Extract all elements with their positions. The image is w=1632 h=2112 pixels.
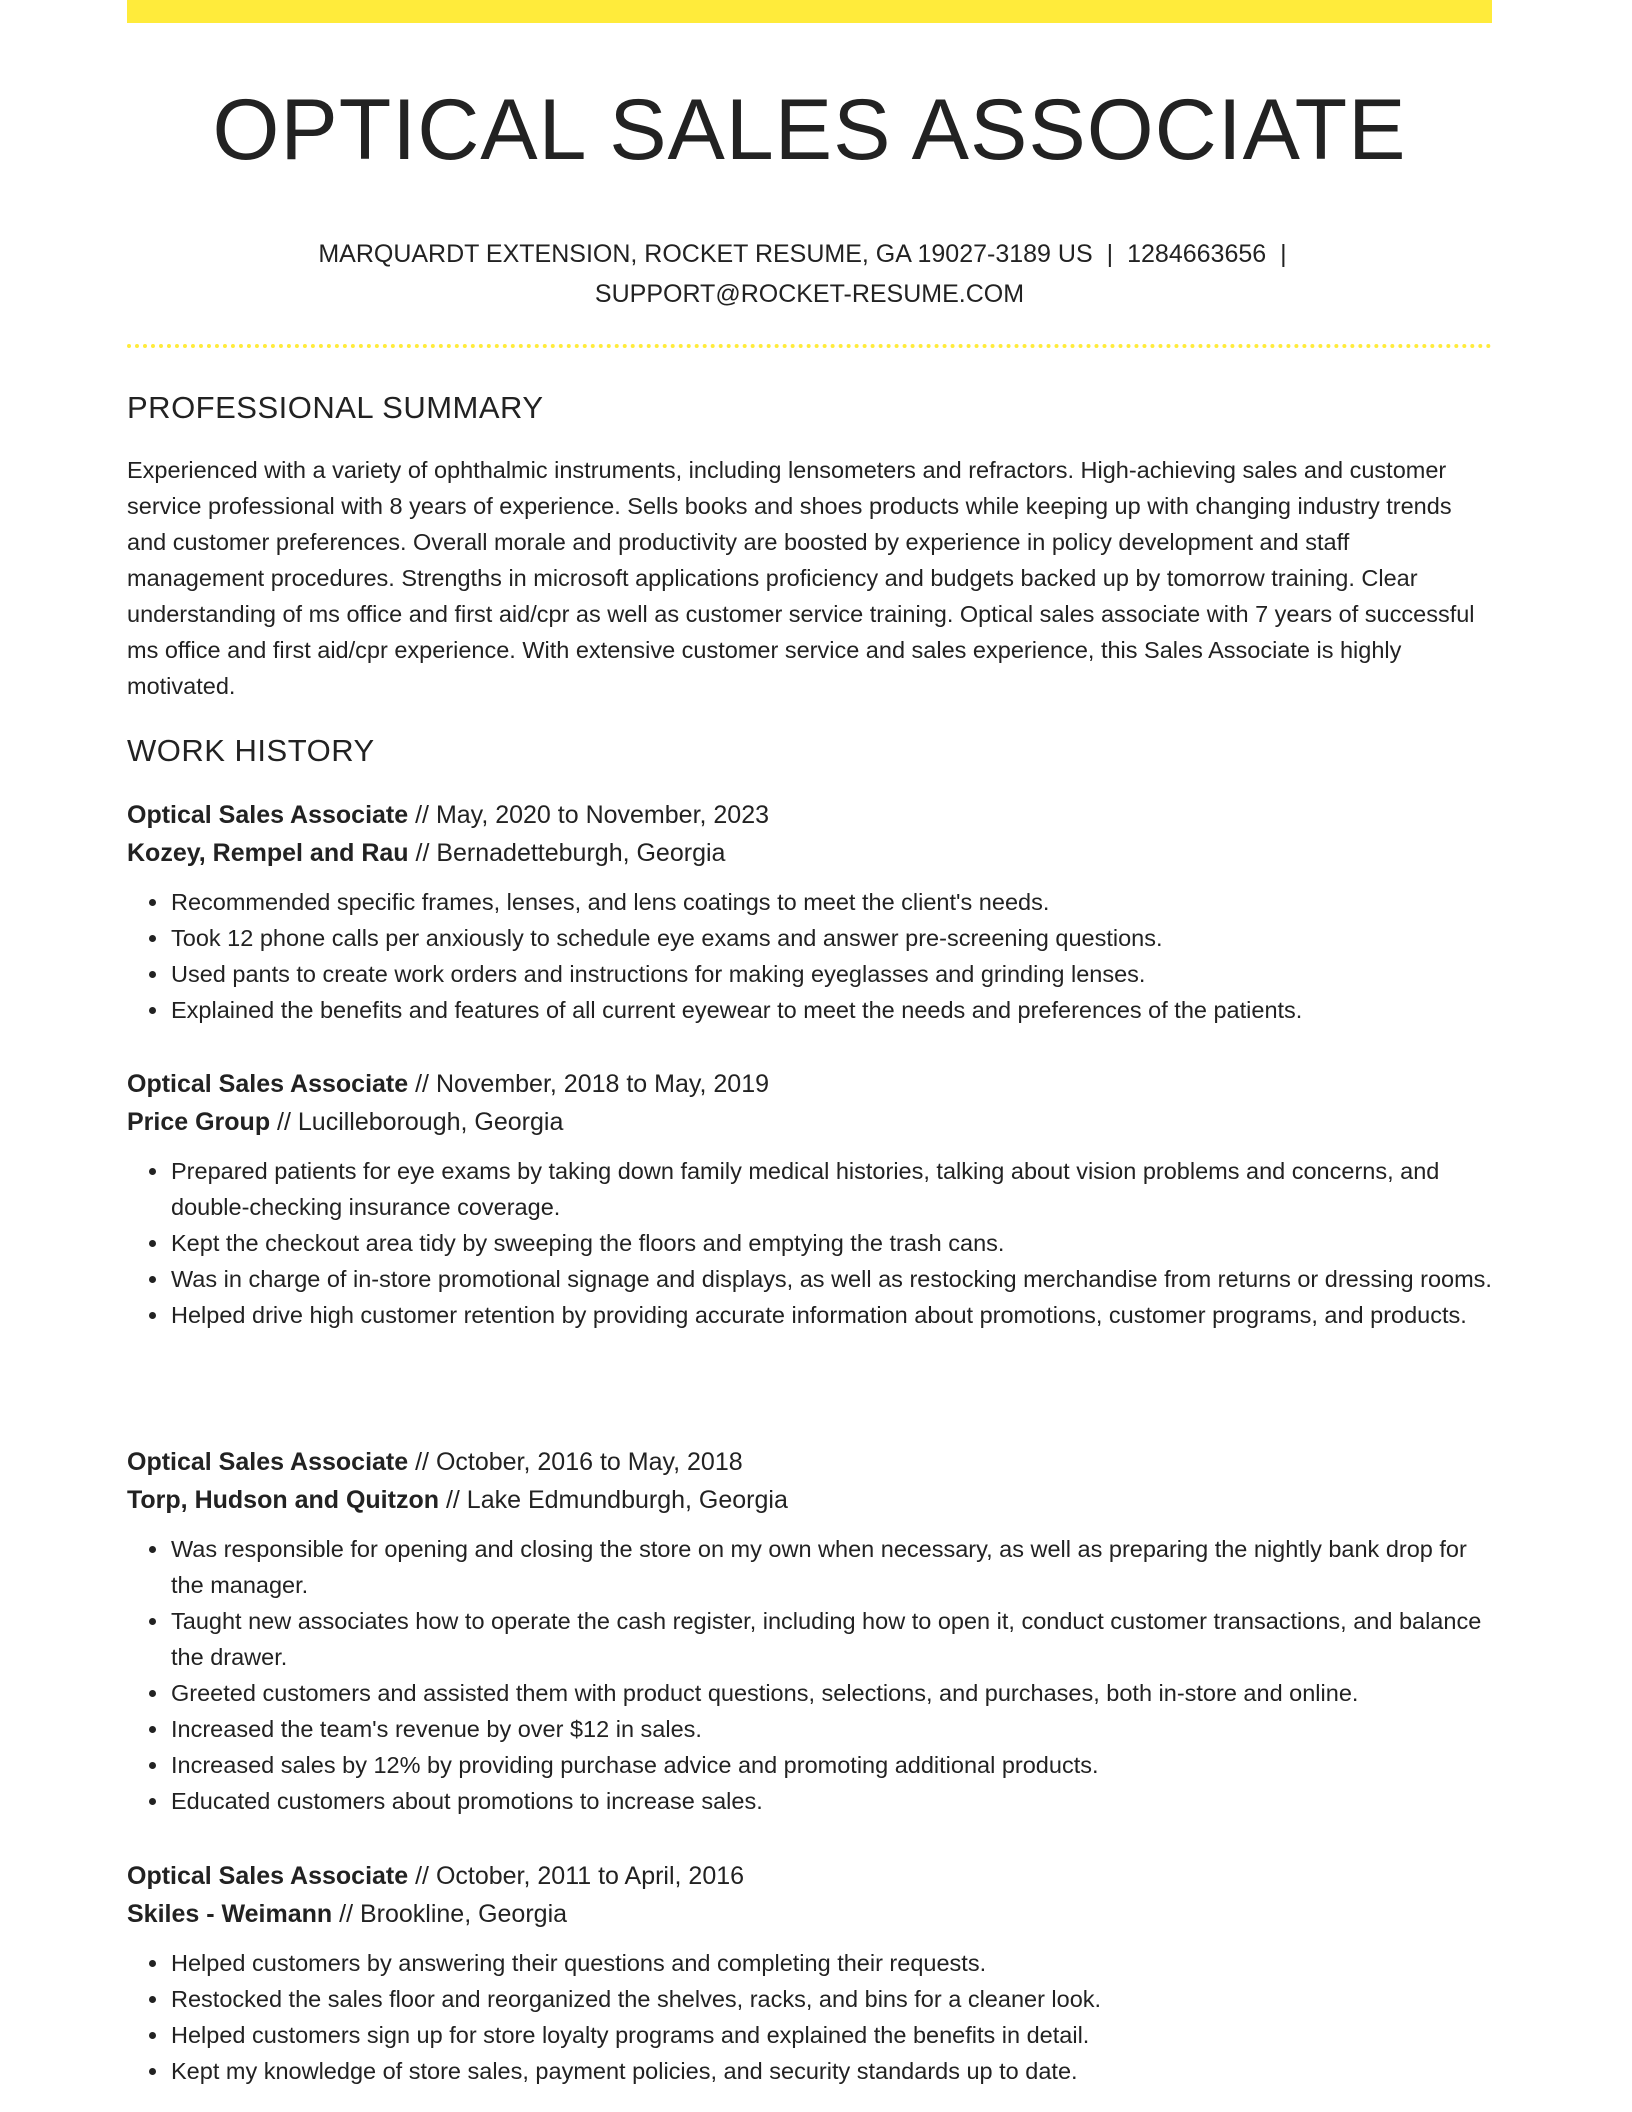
job-bullet: • Took 12 phone calls per anxiously to schedule eye exams and answer pre-screening questions.: [170, 920, 1492, 956]
job-bullet: • Used pants to create work orders and instructions for making eyeglasses and grinding lenses.: [170, 956, 1492, 992]
job-bullet: • Kept my knowledge of store sales, payment policies, and security standards up to date.: [170, 2053, 1492, 2089]
job-dates: November, 2018 to May, 2019: [435, 1070, 770, 1098]
summary-heading: PROFESSIONAL SUMMARY: [127, 390, 544, 425]
job-bullet: • Was in charge of in-store promotional signage and displays, as well as restocking merchandise from returns or dressing rooms.: [170, 1261, 1492, 1297]
job-delimiter: //: [408, 1862, 436, 1890]
job-bullets: [127, 1531, 1492, 1819]
contact-line-1: [127, 234, 1492, 274]
job-title-line: [127, 1857, 1492, 1895]
job-delimiter: //: [408, 1448, 436, 1476]
job-bullet: • Kept the checkout area tidy by sweeping the floors and emptying the trash cans.: [170, 1225, 1492, 1261]
contact-email: SUPPORT@ROCKET-RESUME.COM: [594, 280, 1025, 308]
job-entry: [127, 1857, 1492, 2089]
job-company: Skiles - Weimann: [127, 1900, 333, 1928]
job-location: Lucilleborough, Georgia: [297, 1108, 564, 1136]
contact-separator: |: [1106, 240, 1114, 268]
job-company-line: [127, 834, 1492, 872]
contact-info: [127, 234, 1492, 314]
job-location: Lake Edmundburgh, Georgia: [466, 1486, 788, 1514]
resume-content: [127, 0, 1492, 2084]
job-delimiter: //: [270, 1108, 298, 1136]
job-bullet: • Was responsible for opening and closing the store on my own when necessary, as well as preparing the nightly bank drop for the manager.: [170, 1531, 1492, 1603]
job-company: Kozey, Rempel and Rau: [127, 839, 409, 867]
job-dates: October, 2011 to April, 2016: [435, 1862, 745, 1890]
job-bullet: • Prepared patients for eye exams by taking down family medical histories, talking about vision problems and concerns, and double-checking insurance coverage.: [170, 1153, 1492, 1225]
job-bullet: • Increased the team's revenue by over $12 in sales.: [170, 1711, 1492, 1747]
contact-phone: 1284663656: [1127, 240, 1267, 268]
job-title: Optical Sales Associate: [127, 801, 409, 829]
header-divider: [127, 344, 1492, 348]
job-company-line: [127, 1895, 1492, 1933]
job-delimiter: //: [408, 801, 436, 829]
contact-line-2: [127, 274, 1492, 314]
job-entry: [127, 796, 1492, 1028]
job-company-line: [127, 1481, 1492, 1519]
job-location: Bernadetteburgh, Georgia: [436, 839, 726, 867]
job-entry: [127, 1065, 1492, 1333]
job-delimiter: //: [408, 1070, 436, 1098]
contact-separator: |: [1280, 240, 1287, 268]
job-bullets: [127, 1153, 1492, 1333]
contact-address: MARQUARDT EXTENSION, ROCKET RESUME, GA 19027-3189 US: [318, 240, 1093, 268]
job-delimiter: //: [332, 1900, 360, 1928]
job-dates: October, 2016 to May, 2018: [435, 1448, 743, 1476]
job-bullet: • Increased sales by 12% by providing purchase advice and promoting additional products.: [170, 1747, 1492, 1783]
summary-text: Experienced with a variety of ophthalmic instruments, including lensometers and refractors. High-achieving sales and customer service professional with 8 years of experience. Sells books and shoes products while keeping up with changing industry trends and customer preferences. Overall morale and productivity are boosted by experience in policy development and staff management procedures. Strengths in microsoft applications proficiency and budgets backed up by tomorrow training. Clear understanding of ms office and first aid/cpr as well as customer service training. Optical sales associate with 7 years of successful ms office and first aid/cpr experience. With extensive customer service and sales experience, this Sales Associate is highly motivated.: [127, 457, 1475, 699]
job-delimiter: //: [439, 1486, 467, 1514]
job-bullet: • Helped customers by answering their questions and completing their requests.: [170, 1945, 1492, 1981]
job-bullet: • Greeted customers and assisted them with product questions, selections, and purchases, both in-store and online.: [170, 1675, 1492, 1711]
job-bullet: • Recommended specific frames, lenses, and lens coatings to meet the client's needs.: [170, 884, 1492, 920]
job-title: Optical Sales Associate: [127, 1070, 409, 1098]
job-title: Optical Sales Associate: [127, 1448, 409, 1476]
job-bullet: • Helped drive high customer retention by providing accurate information about promotions, customer programs, and products.: [170, 1297, 1492, 1333]
job-company: Price Group: [127, 1108, 271, 1136]
job-entry: [127, 1443, 1492, 1819]
resume-title: OPTICAL SALES ASSOCIATE: [212, 82, 1407, 178]
job-delimiter: //: [408, 839, 437, 867]
job-location: Brookline, Georgia: [359, 1900, 568, 1928]
job-title-line: [127, 796, 1492, 834]
job-title-line: [127, 1443, 1492, 1481]
job-company-line: [127, 1103, 1492, 1141]
job-bullets: [127, 884, 1492, 1028]
job-bullets: [127, 1945, 1492, 2089]
job-title-line: [127, 1065, 1492, 1103]
job-bullet: • Restocked the sales floor and reorganized the shelves, racks, and bins for a cleaner look.: [170, 1981, 1492, 2017]
work-history-heading: WORK HISTORY: [127, 733, 375, 768]
job-bullet: • Taught new associates how to operate the cash register, including how to open it, conduct customer transactions, and balance the drawer.: [170, 1603, 1492, 1675]
job-bullet: • Explained the benefits and features of all current eyewear to meet the needs and preferences of the patients.: [170, 992, 1492, 1028]
job-company: Torp, Hudson and Quitzon: [127, 1486, 439, 1514]
job-title: Optical Sales Associate: [127, 1862, 409, 1890]
job-bullet: • Helped customers sign up for store loyalty programs and explained the benefits in detail.: [170, 2017, 1492, 2053]
job-dates: May, 2020 to November, 2023: [435, 801, 770, 829]
job-bullet: • Educated customers about promotions to increase sales.: [170, 1783, 1492, 1819]
